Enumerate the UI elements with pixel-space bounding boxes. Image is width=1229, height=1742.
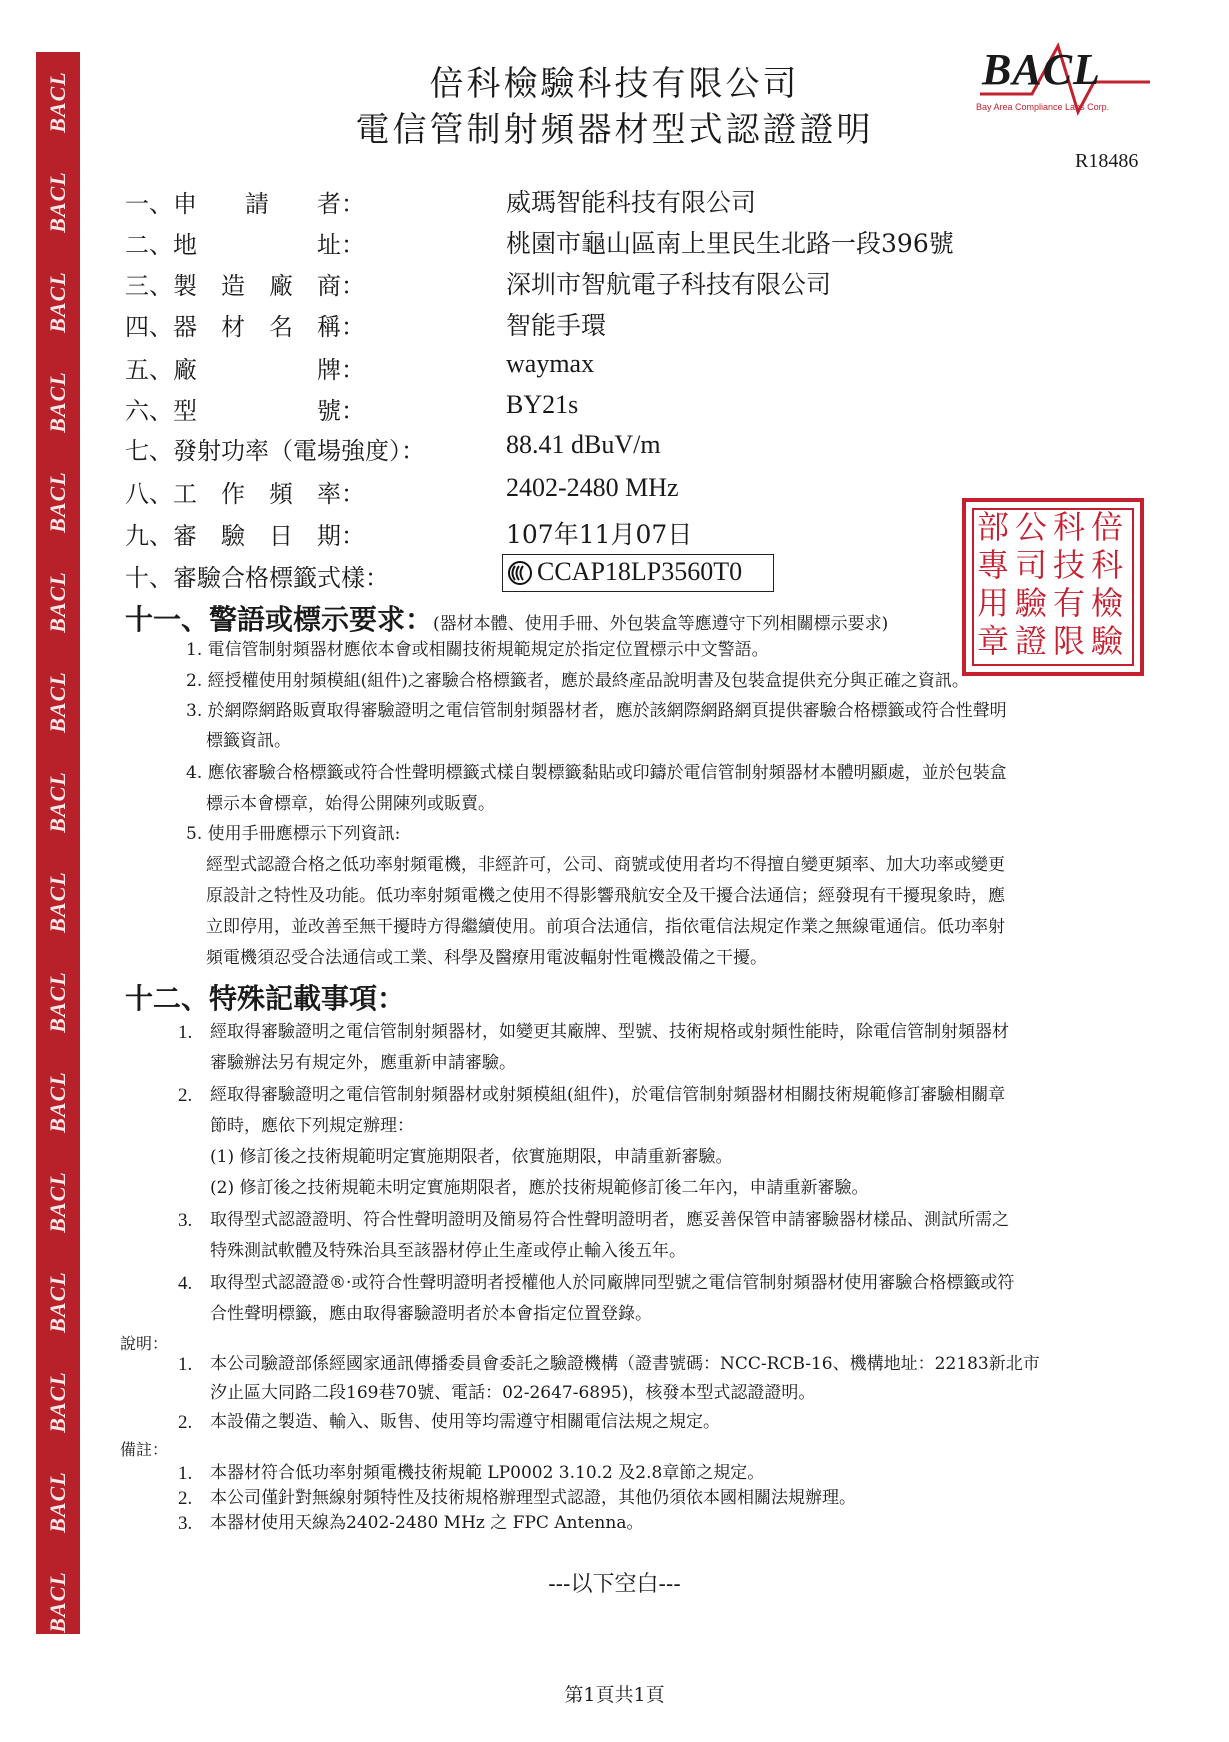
list-number: 2. (178, 1488, 193, 1509)
field-value: 2402-2480 MHz (506, 473, 679, 502)
field-label: 一、申 請 者： (125, 190, 365, 218)
list-number: 3. (178, 1210, 193, 1231)
section-11-item: 1. 電信管制射頻器材應依本會或相關技術規範規定於指定位置標示中文警語。 (186, 640, 769, 660)
band-watermark-text: BACL (45, 171, 70, 233)
band-watermark-text: BACL (45, 1171, 70, 1233)
seal-character: 用 (976, 584, 1009, 622)
section-11-item: 3. 於網際網路販賣取得審驗證明之電信管制射頻器材者，應於該網際網路網頁提供審驗合格標籤或符合性聲明 (186, 701, 1007, 721)
explanation-heading: 說明： (120, 1334, 169, 1353)
band-watermark-text: BACL (45, 71, 70, 133)
ncc-label-code: CCAP18LP3560T0 (537, 557, 743, 586)
section-11-item: 4. 應依審驗合格標籤或符合性聲明標籤式樣自製標籤黏貼或印鑄於電信管制射頻器材本體明顯處，並於包裝盒 (186, 763, 1007, 783)
seal-character: 科 (1090, 546, 1123, 584)
list-number: 1. (178, 1463, 193, 1484)
section-11-item-cont: 原設計之特性及功能。低功率射頻電機之使用不得影響飛航安全及干擾合法通信；經發現有干擾現象時，應 (206, 886, 1005, 906)
section-12-item-cont: 合性聲明標籤，應由取得審驗證明者於本會指定位置登錄。 (210, 1304, 652, 1324)
list-number: 4. (178, 1273, 193, 1294)
seal-character: 技 (1052, 546, 1085, 584)
field-value: 88.41 dBuV/m (506, 430, 661, 459)
field-value: waymax (506, 349, 595, 378)
section-12-item-cont: 節時，應依下列規定辦理： (210, 1116, 414, 1136)
seal-character: 章 (976, 622, 1009, 660)
band-watermark-text: BACL (45, 671, 70, 733)
seal-character: 有 (1052, 584, 1085, 622)
section-12-item: 取得型式認證證®·或符合性聲明證明者授權他人於同廠牌同型號之電信管制射頻器材使用審驗合格標籤或符 (210, 1273, 1015, 1293)
section-11-item-cont: 標示本會標章，始得公開陳列或販賣。 (206, 794, 495, 814)
field-label: 三、製 造 廠 商： (125, 272, 365, 300)
band-watermark-text: BACL (45, 971, 70, 1033)
explanation-item: 本設備之製造、輸入、販售、使用等均需遵守相關電信法規之規定。 (210, 1412, 720, 1432)
logo-subtitle: Bay Area Compliance Labs Corp. (976, 102, 1110, 112)
side-band (36, 52, 80, 1634)
band-watermark-text: BACL (45, 1571, 70, 1633)
section-12-item-cont: 審驗辦法另有規定外，應重新申請審驗。 (210, 1053, 516, 1073)
ncc-label-box (502, 554, 774, 592)
section-11-item: 5. 使用手冊應標示下列資訊: (186, 824, 401, 844)
seal-character: 專 (976, 546, 1009, 584)
field-value: 107年11月07日 (506, 520, 693, 549)
seal-character: 倍 (1090, 508, 1123, 546)
band-watermark-text: BACL (45, 771, 70, 833)
explanation-item: 本公司驗證部係經國家通訊傳播委員會委託之驗證機構（證書號碼：NCC-RCB-16、機構地址：22183新北市 (210, 1354, 1040, 1374)
seal-character: 部 (976, 508, 1009, 546)
seal-characters (974, 508, 1126, 660)
band-watermark-text: BACL (45, 871, 70, 933)
section-11-title: 十一、警語或標示要求： (125, 603, 434, 636)
section-12-item-cont: 特殊測試軟體及特殊治具至該器材停止生產或停止輸入後五年。 (210, 1241, 686, 1261)
field-label: 八、工 作 頻 率： (125, 480, 365, 508)
field-value: 桃園市龜山區南上里民生北路一段396號 (506, 229, 954, 258)
field-value: 威瑪智能科技有限公司 (506, 188, 757, 217)
section-11-item-cont: 立即停用，並改善至無干擾時方得繼續使用。前項合法通信，指依電信法規定作業之無線電通信。低功率射 (206, 917, 1005, 937)
seal-character: 公 (1014, 508, 1047, 546)
document-title: 電信管制射頻器材型式認證證明 (355, 110, 874, 150)
seal-character: 驗 (1090, 622, 1123, 660)
list-number: 3. (178, 1513, 193, 1534)
section-12-item: 經取得審驗證明之電信管制射頻器材或射頻模組(組件)，於電信管制射頻器材相關技術規範修訂審驗相關章 (210, 1085, 1006, 1105)
section-12-item: 取得型式認證證明、符合性聲明證明及簡易符合性聲明證明者，應妥善保管申請審驗器材樣品、測試所需之 (210, 1210, 1009, 1230)
band-watermark-text: BACL (45, 1371, 70, 1433)
band-watermark-text: BACL (45, 371, 70, 433)
seal-character: 司 (1014, 546, 1047, 584)
section-11-item-cont: 經型式認證合格之低功率射頻電機，非經許可，公司、商號或使用者均不得擅自變更頻率、加大功率或變更 (206, 855, 1005, 875)
seal-character: 限 (1052, 622, 1085, 660)
list-number: 2. (178, 1412, 193, 1433)
remarks-item: 本器材符合低功率射頻電機技術規範 LP0002 3.10.2 及2.8章節之規定。 (210, 1463, 765, 1483)
end-of-content-mark: ---以下空白--- (548, 1572, 681, 1597)
section-12-subitem: (2) 修訂後之技術規範未明定實施期限者，應於技術規範修訂後二年內，申請重新審驗。 (210, 1178, 869, 1198)
seal-character: 驗 (1014, 584, 1047, 622)
field-label: 二、地 址： (125, 231, 365, 259)
field-label: 六、型 號： (125, 397, 365, 425)
explanation-item-cont: 汐止區大同路二段169巷70號、電話：02-2647-6895)，核發本型式認證證明。 (210, 1383, 816, 1403)
band-watermark-text: BACL (45, 1271, 70, 1333)
remarks-item: 本公司僅針對無線射頻特性及技術規格辦理型式認證，其他仍須依本國相關法規辦理。 (210, 1488, 856, 1508)
remarks-item: 本器材使用天線為2402-2480 MHz 之 FPC Antenna。 (210, 1513, 644, 1533)
company-title: 倍科檢驗科技有限公司 (429, 64, 800, 104)
band-watermark-text: BACL (45, 271, 70, 333)
band-watermark-text: BACL (45, 1071, 70, 1133)
field-value: 深圳市智航電子科技有限公司 (506, 270, 832, 299)
remarks-heading: 備註： (120, 1440, 169, 1459)
field-value: BY21s (506, 390, 579, 419)
section-11-note: (器材本體、使用手冊、外包裝盒等應遵守下列相關標示要求) (433, 614, 889, 634)
field-value: 智能手環 (506, 311, 607, 340)
bacl-logo (970, 42, 1160, 120)
section-11-item: 2. 經授權使用射頻模組(組件)之審驗合格標籤者，應於最終產品說明書及包裝盒提供充分與正確之資訊。 (186, 671, 969, 691)
band-watermark-text: BACL (45, 1471, 70, 1533)
section-12-heading: 十二、特殊記載事項： (125, 982, 406, 1015)
seal-character: 科 (1052, 508, 1085, 546)
page-number: 第1頁共1頁 (564, 1684, 665, 1706)
field-label: 五、廠 牌： (125, 356, 365, 384)
field-label: 十、審驗合格標籤式樣： (125, 564, 389, 592)
section-11-heading (125, 598, 888, 638)
band-watermark-text: BACL (45, 471, 70, 533)
section-12-item: 經取得審驗證明之電信管制射頻器材，如變更其廠牌、型號、技術規格或射頻性能時，除電信管制射頻器材 (210, 1022, 1009, 1042)
seal-character: 證 (1014, 622, 1047, 660)
seal-character: 檢 (1090, 584, 1123, 622)
logo-text: BACL (982, 45, 1101, 94)
field-label: 七、發射功率（電場強度）： (125, 437, 425, 465)
ncc-mark-icon (507, 560, 533, 586)
section-11-item-cont: 標籤資訊。 (206, 731, 291, 751)
list-number: 2. (178, 1085, 193, 1106)
field-label: 四、器 材 名 稱： (125, 313, 365, 341)
certificate-number: R18486 (1075, 150, 1139, 172)
field-label: 九、審 驗 日 期： (125, 522, 365, 550)
band-watermark-text: BACL (45, 571, 70, 633)
list-number: 1. (178, 1354, 193, 1375)
company-seal (962, 498, 1144, 676)
section-11-item-cont: 頻電機須忍受合法通信或工業、科學及醫療用電波輻射性電機設備之干擾。 (206, 948, 767, 968)
section-12-subitem: (1) 修訂後之技術規範明定實施期限者，依實施期限，申請重新審驗。 (210, 1147, 733, 1167)
list-number: 1. (178, 1022, 193, 1043)
